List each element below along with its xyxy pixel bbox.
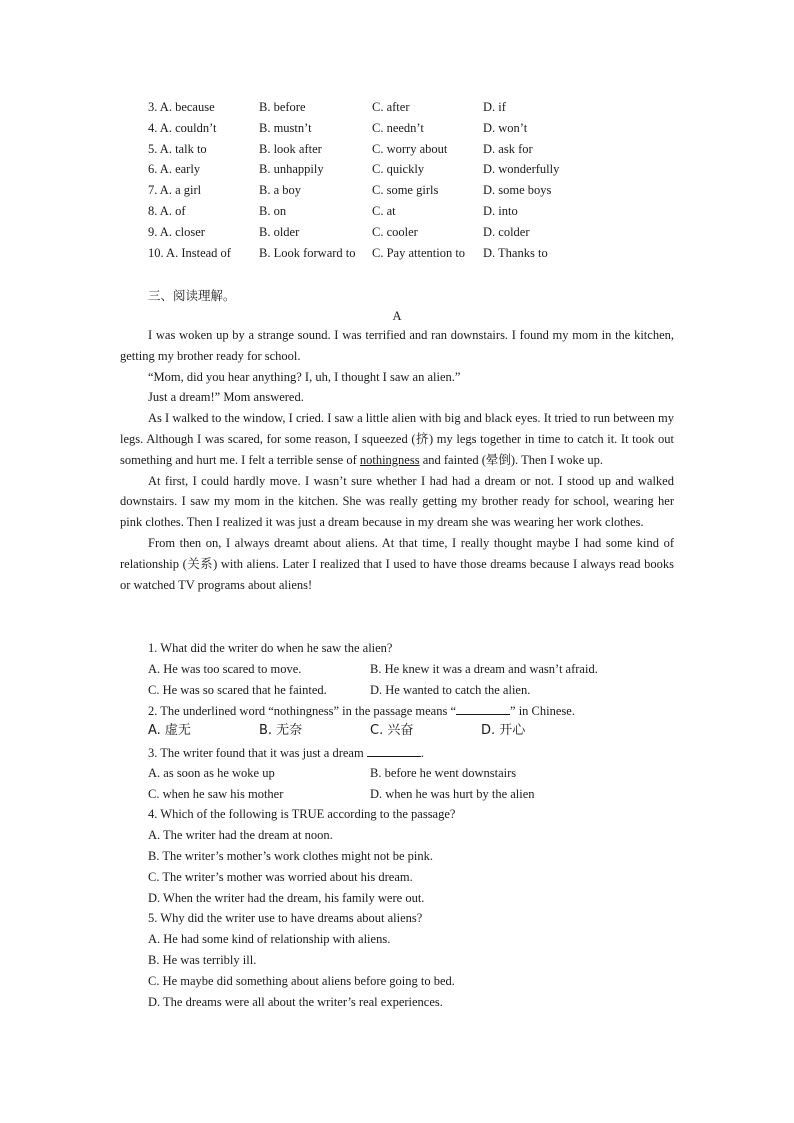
cloze-option-cell: C. some girls <box>372 183 439 198</box>
cloze-option-cell: 6. A. early <box>148 162 201 177</box>
option-a: A. He had some kind of relationship with aliens. <box>148 932 391 947</box>
passage-text: As I walked to the window, I cried. I saw a little alien with big and black eyes. It tried to run between my legs. Although I was scared, for some reason, I squeezed (挤) my legs together in time to catch it. It took out something and hurt me. I felt a terrible sense of <box>120 411 674 467</box>
option-c: C. He was so scared that he fainted. <box>148 682 327 697</box>
option-a: A. The writer had the dream at noon. <box>148 828 333 843</box>
question-stem-text: 3. The writer found that it was just a dream <box>148 745 367 760</box>
question-stem-text: . <box>420 745 424 760</box>
passage-paragraph <box>120 408 674 470</box>
cloze-option-cell: 5. A. talk to <box>148 141 207 156</box>
passage-paragraph: “Mom, did you hear anything? I, uh, I thought I saw an alien.” <box>148 369 461 384</box>
option-row <box>148 680 674 701</box>
option-d: D. When the writer had the dream, his family were out. <box>148 890 425 905</box>
answer-blank <box>367 742 421 757</box>
cloze-option-cell: 4. A. couldn’t <box>148 120 217 135</box>
cloze-option-cell: C. needn’t <box>372 120 424 135</box>
cloze-option-cell: C. quickly <box>372 162 425 177</box>
option-d: D. when he was hurt by the alien <box>370 786 535 801</box>
option-row <box>148 763 674 784</box>
cloze-option-cell: D. wonderfully <box>483 162 560 177</box>
cloze-option-row <box>148 159 593 180</box>
cloze-option-row <box>148 180 593 201</box>
answer-blank <box>456 700 510 715</box>
option-row <box>148 721 674 742</box>
cloze-option-cell: D. if <box>483 100 506 114</box>
option-c: C. when he saw his mother <box>148 786 284 801</box>
question-stem <box>148 742 674 763</box>
cloze-option-cell: D. some boys <box>483 183 552 198</box>
question-stem-text: ” in Chinese. <box>510 704 575 719</box>
passage-paragraph: I was woken up by a strange sound. I was terrified and ran downstairs. I found my mom in the kitchen, getting my brother ready for school. <box>120 328 674 363</box>
cloze-option-row <box>148 243 593 264</box>
cloze-option-cell: D. ask for <box>483 141 533 156</box>
passage-paragraph: Just a dream!” Mom answered. <box>148 390 304 405</box>
cloze-option-cell: B. on <box>259 203 287 218</box>
passage-paragraph: From then on, I always dreamt about aliens. At that time, I really thought maybe I had some kind of relationship (关系) with aliens. Later I realized that I used to have those dreams because I always read books or watched TV programs about aliens! <box>120 535 674 592</box>
reading-passage <box>120 325 674 595</box>
cloze-option-cell: B. look after <box>259 141 322 156</box>
cloze-option-cell: 10. A. Instead of <box>148 245 231 260</box>
cloze-option-cell: B. before <box>259 100 306 114</box>
question-stem: 5. Why did the writer use to have dreams about aliens? <box>148 911 423 926</box>
cloze-option-cell: 8. A. of <box>148 203 186 218</box>
questions-block <box>148 638 674 1012</box>
cloze-option-row <box>148 97 593 118</box>
cloze-option-cell: C. Pay attention to <box>372 245 466 260</box>
question-stem-text: 2. The underlined word “nothingness” in the passage means “ <box>148 704 457 719</box>
cloze-option-cell: D. Thanks to <box>483 245 548 260</box>
cloze-option-cell: 9. A. closer <box>148 224 205 239</box>
question-stem: 4. Which of the following is TRUE according to the passage? <box>148 807 456 822</box>
option-a: A. 虚无 <box>148 723 191 739</box>
option-b: B. before he went downstairs <box>370 765 517 780</box>
option-row <box>148 659 674 680</box>
cloze-option-cell: D. into <box>483 203 518 218</box>
section-title: 三、阅读理解。 <box>148 289 236 303</box>
option-c: C. He maybe did something about aliens before going to bed. <box>148 973 455 988</box>
cloze-option-cell: B. a boy <box>259 183 302 198</box>
cloze-option-cell: D. won’t <box>483 120 528 135</box>
option-d: D. The dreams were all about the writer’s real experiences. <box>148 994 443 1009</box>
cloze-option-cell: C. worry about <box>372 141 448 156</box>
option-b: B. He knew it was a dream and wasn’t afraid. <box>370 661 598 676</box>
passage-text: and fainted (晕倒). Then I woke up. <box>419 452 603 467</box>
cloze-option-row <box>148 222 593 243</box>
cloze-option-cell: B. Look forward to <box>259 245 356 260</box>
underlined-word: nothingness <box>359 452 420 467</box>
cloze-option-cell: C. after <box>372 100 410 114</box>
cloze-option-cell: 3. A. because <box>148 100 215 114</box>
cloze-options-table <box>148 97 593 263</box>
passage-paragraph: At first, I could hardly move. I wasn’t sure whether I had had a dream or not. I stood up and walked downstairs. I saw my mom in the kitchen. She was really getting my brother ready for school, wearing her pink clothes. Then I realized it was just a dream because in my dream she was wearing her work clothes. <box>120 473 674 530</box>
cloze-option-cell: C. cooler <box>372 224 418 239</box>
cloze-option-cell: 7. A. a girl <box>148 183 202 198</box>
option-b: B. 无奈 <box>259 723 303 739</box>
question-stem: 1. What did the writer do when he saw the alien? <box>148 641 393 655</box>
cloze-option-cell: B. older <box>259 224 300 239</box>
option-d: D. He wanted to catch the alien. <box>370 682 531 697</box>
cloze-option-cell: C. at <box>372 203 396 218</box>
option-a: A. He was too scared to move. <box>148 661 302 676</box>
option-a: A. as soon as he woke up <box>148 765 275 780</box>
option-d: D. 开心 <box>481 723 526 739</box>
cloze-option-row <box>148 118 593 139</box>
question-stem <box>148 700 674 721</box>
passage-letter: A <box>392 309 402 323</box>
cloze-option-row <box>148 139 593 160</box>
cloze-option-row <box>148 201 593 222</box>
cloze-option-cell: B. unhappily <box>259 162 324 177</box>
option-c: C. The writer’s mother was worried about his dream. <box>148 869 413 884</box>
option-b: B. The writer’s mother’s work clothes might not be pink. <box>148 848 434 863</box>
cloze-option-cell: B. mustn’t <box>259 120 312 135</box>
option-c: C. 兴奋 <box>370 723 414 739</box>
option-b: B. He was terribly ill. <box>148 952 257 967</box>
option-row <box>148 784 674 805</box>
cloze-option-cell: D. colder <box>483 224 530 239</box>
